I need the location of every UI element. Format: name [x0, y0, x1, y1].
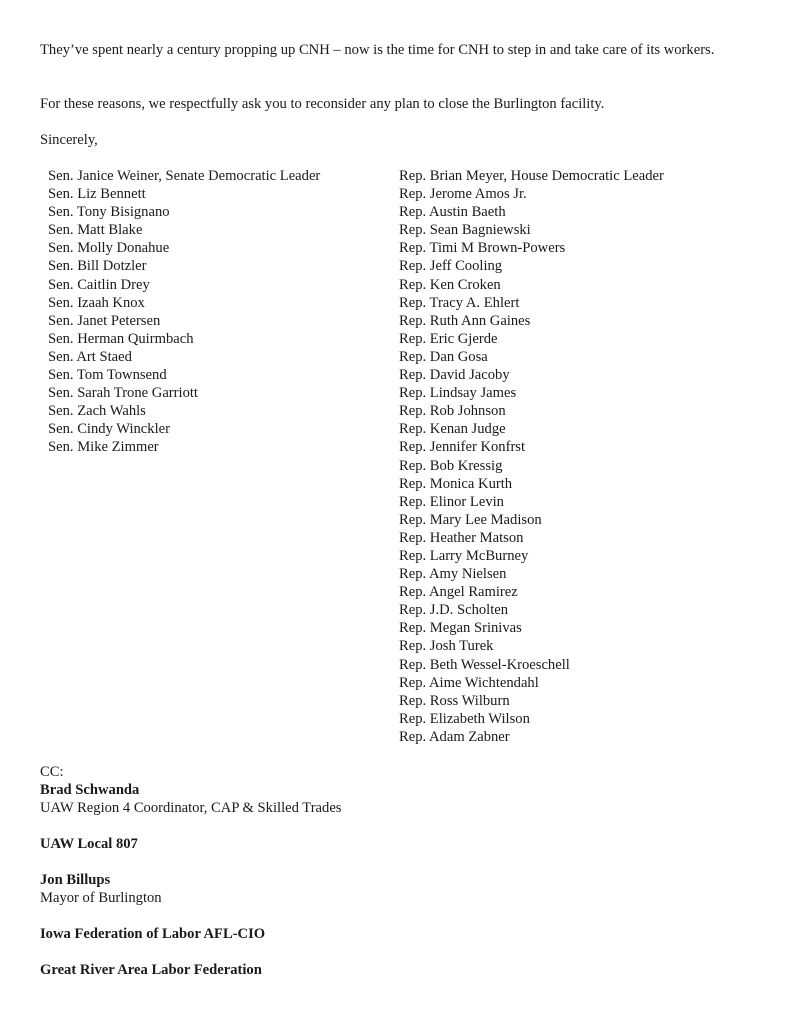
senator-signatory: Sen. Bill Dotzler	[48, 258, 147, 275]
cc-recipient-name: Brad Schwanda	[40, 782, 140, 798]
senator-signatory: Sen. Zach Wahls	[48, 403, 146, 420]
senators-list	[48, 167, 320, 457]
representative-signatory: Rep. Amy Nielsen	[399, 566, 507, 583]
representative-signatory: Rep. Bob Kressig	[399, 457, 503, 474]
representative-signatory: Rep. Ruth Ann Gaines	[399, 312, 531, 329]
representative-signatory: Rep. Elizabeth Wilson	[399, 710, 530, 727]
cc-recipient	[40, 871, 341, 907]
cc-section	[40, 763, 341, 997]
senator-signatory: Sen. Mike Zimmer	[48, 439, 159, 456]
cc-recipients	[40, 781, 341, 979]
closing-salutation: Sincerely,	[40, 132, 98, 148]
cc-recipient	[40, 781, 341, 817]
cc-recipient-name: Jon Billups	[40, 872, 111, 888]
representative-signatory: Rep. Aime Wichtendahl	[399, 674, 539, 691]
senator-signatory: Sen. Tony Bisignano	[48, 204, 170, 221]
senator-signatory: Sen. Sarah Trone Garriott	[48, 385, 198, 402]
representative-signatory: Rep. Beth Wessel-Kroeschell	[399, 656, 570, 673]
body-paragraph-1: They’ve spent nearly a century propping up CNH – now is the time for CNH to step in and take care of its workers.	[40, 42, 715, 58]
senator-signatory: Sen. Art Staed	[48, 348, 132, 365]
representative-signatory: Rep. Eric Gjerde	[399, 330, 498, 347]
cc-recipient-name: Iowa Federation of Labor AFL-CIO	[40, 926, 266, 942]
senator-signatory: Sen. Janet Petersen	[48, 312, 161, 329]
body-paragraph-2: For these reasons, we respectfully ask you to reconsider any plan to close the Burlington facility.	[40, 96, 605, 112]
representative-signatory: Rep. Timi M Brown-Powers	[399, 240, 566, 257]
senator-signatory: Sen. Liz Bennett	[48, 186, 146, 203]
representative-signatory: Rep. Larry McBurney	[399, 547, 529, 564]
representative-signatory: Rep. Mary Lee Madison	[399, 511, 542, 528]
representative-signatory: Rep. Angel Ramirez	[399, 584, 518, 601]
senator-signatory: Sen. Cindy Winckler	[48, 421, 170, 438]
representative-signatory: Rep. Kenan Judge	[399, 421, 506, 438]
representative-signatory: Rep. Sean Bagniewski	[399, 222, 531, 239]
representative-signatory: Rep. J.D. Scholten	[399, 602, 509, 619]
senator-signatory: Sen. Caitlin Drey	[48, 276, 150, 293]
representative-signatory: Rep. Tracy A. Ehlert	[399, 294, 520, 311]
representative-signatory: Rep. Adam Zabner	[399, 728, 510, 745]
senator-signatory: Sen. Tom Townsend	[48, 367, 167, 384]
representative-signatory: Rep. David Jacoby	[399, 367, 510, 384]
representative-signatory: Rep. Jennifer Konfrst	[399, 439, 526, 456]
cc-recipient-title: UAW Region 4 Coordinator, CAP & Skilled Trades	[40, 800, 342, 816]
cc-recipient	[40, 835, 341, 853]
representative-signatory: Rep. Austin Baeth	[399, 204, 506, 221]
representative-signatory: Rep. Monica Kurth	[399, 475, 513, 492]
representative-signatory: Rep. Rob Johnson	[399, 403, 506, 420]
representative-signatory: Rep. Ken Croken	[399, 276, 501, 293]
representative-signatory: Rep. Ross Wilburn	[399, 692, 510, 709]
representatives-list	[399, 167, 664, 746]
representative-signatory: Rep. Heather Matson	[399, 529, 524, 546]
cc-recipient-name: Great River Area Labor Federation	[40, 962, 262, 978]
cc-recipient	[40, 925, 341, 943]
senator-signatory: Sen. Herman Quirmbach	[48, 330, 194, 347]
cc-recipient-title: Mayor of Burlington	[40, 890, 162, 906]
representative-signatory: Rep. Jeff Cooling	[399, 258, 503, 275]
senator-signatory: Sen. Matt Blake	[48, 222, 143, 239]
representative-signatory: Rep. Lindsay James	[399, 385, 517, 402]
representative-signatory: Rep. Brian Meyer, House Democratic Leader	[399, 168, 664, 184]
representative-signatory: Rep. Josh Turek	[399, 638, 494, 655]
cc-label: CC:	[40, 764, 64, 780]
representative-signatory: Rep. Jerome Amos Jr.	[399, 186, 527, 203]
cc-recipient	[40, 961, 341, 979]
representative-signatory: Rep. Dan Gosa	[399, 348, 488, 365]
senator-signatory: Sen. Izaah Knox	[48, 294, 145, 311]
senator-signatory: Sen. Molly Donahue	[48, 240, 170, 257]
representative-signatory: Rep. Elinor Levin	[399, 493, 504, 510]
representative-signatory: Rep. Megan Srinivas	[399, 620, 522, 637]
cc-recipient-name: UAW Local 807	[40, 836, 138, 852]
senator-signatory: Sen. Janice Weiner, Senate Democratic Leader	[48, 168, 321, 184]
